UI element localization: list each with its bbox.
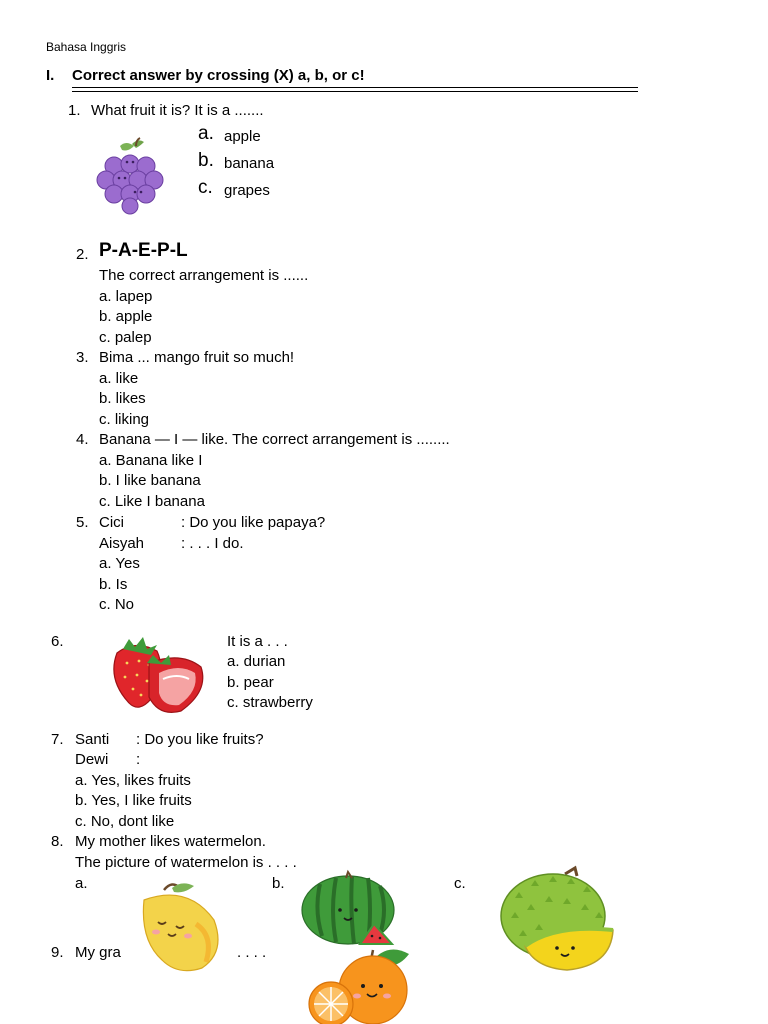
q8-option-b[interactable]: b. [272, 875, 285, 892]
q7-option-a[interactable]: a. Yes, likes fruits [75, 772, 191, 789]
q6-text: It is a . . . [227, 633, 288, 650]
q2-text: The correct arrangement is ...... [99, 267, 309, 284]
q5-speaker-1: Cici [99, 514, 124, 531]
grapes-icon [92, 136, 192, 216]
q7-option-c[interactable]: c. No, dont like [75, 813, 175, 830]
q2-option-c[interactable]: c. palep [99, 329, 152, 346]
q3-text: Bima ... mango fruit so much! [99, 349, 295, 366]
q6-number: 6. [51, 633, 64, 650]
q4-option-b[interactable]: b. I like banana [99, 472, 201, 489]
double-rule-top [72, 87, 638, 88]
q2-number: 2. [76, 246, 89, 263]
q6-option-a[interactable]: a. durian [227, 653, 286, 670]
orange-icon [305, 946, 417, 1024]
q1-option-b-letter[interactable]: b. [198, 150, 214, 171]
subject-header: Bahasa Inggris [46, 40, 127, 54]
q6-option-c[interactable]: c. strawberry [227, 694, 313, 711]
watermelon-icon [300, 870, 400, 945]
q9-tail: . . . . [237, 944, 267, 961]
q1-option-c-letter[interactable]: c. [198, 177, 213, 198]
q8-text-2: The picture of watermelon is . . . . [75, 854, 297, 871]
q4-number: 4. [76, 431, 89, 448]
q7-line-2: : [136, 751, 141, 768]
q9-text: My gra [75, 944, 121, 961]
q2-option-a[interactable]: a. lapep [99, 288, 153, 305]
q3-option-a[interactable]: a. like [99, 370, 139, 387]
q5-number: 5. [76, 514, 89, 531]
q8-option-a[interactable]: a. [75, 875, 88, 892]
q7-speaker-1: Santi [75, 731, 110, 748]
q1-number: 1. [68, 102, 81, 119]
double-rule-bottom [72, 91, 638, 92]
q1-option-c[interactable]: grapes [224, 182, 270, 199]
q5-line-1: : Do you like papaya? [181, 514, 326, 531]
q7-line-1: : Do you like fruits? [136, 731, 264, 748]
q1-option-a-letter[interactable]: a. [198, 123, 214, 144]
q8-option-c[interactable]: c. [454, 875, 466, 892]
q1-option-a[interactable]: apple [224, 128, 261, 145]
mango-icon [118, 880, 230, 975]
q7-option-b[interactable]: b. Yes, I like fruits [75, 792, 192, 809]
q5-option-c[interactable]: c. No [99, 596, 135, 613]
q5-option-b[interactable]: b. Is [99, 576, 128, 593]
q5-line-2: : . . . I do. [181, 535, 244, 552]
q6-option-b[interactable]: b. pear [227, 674, 274, 691]
q4-option-a[interactable]: a. Banana like I [99, 452, 203, 469]
section-instruction: Correct answer by crossing (X) a, b, or c! [72, 67, 365, 84]
q2-puzzle: P-A-E-P-L [99, 240, 188, 261]
q3-option-b[interactable]: b. likes [99, 390, 146, 407]
q2-option-b[interactable]: b. apple [99, 308, 153, 325]
durian-icon [495, 868, 620, 973]
q8-text: My mother likes watermelon. [75, 833, 266, 850]
q5-option-a[interactable]: a. Yes [99, 555, 140, 572]
q7-speaker-2: Dewi [75, 751, 109, 768]
q7-number: 7. [51, 731, 64, 748]
q3-option-c[interactable]: c. liking [99, 411, 150, 428]
q3-number: 3. [76, 349, 89, 366]
strawberry-icon [105, 633, 210, 718]
section-number: I. [46, 67, 55, 84]
q4-option-c[interactable]: c. Like I banana [99, 493, 205, 510]
q5-speaker-2: Aisyah [99, 535, 145, 552]
q8-number: 8. [51, 833, 64, 850]
q9-number: 9. [51, 944, 64, 961]
q1-option-b[interactable]: banana [224, 155, 275, 172]
q4-text: Banana — I — like. The correct arrangement is ........ [99, 431, 450, 448]
q1-text: What fruit it is? It is a ....... [91, 102, 264, 119]
